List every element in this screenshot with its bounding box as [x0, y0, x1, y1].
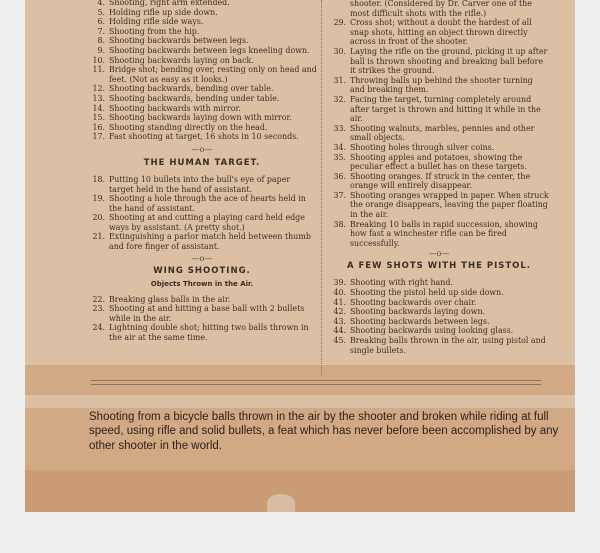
item-text: Shooting apples and potatoes, showing the peculiar effect a bullet has on these targets.	[350, 152, 527, 172]
item-text: Shooting backwards, bending under table.	[109, 93, 280, 103]
footer-text: Shooting from a bicycle balls thrown in the air by the shooter and broken while riding at full speed, using rifle and solid bullets, a feat which has never before been accomplished by any other shooter in the world.	[89, 411, 559, 452]
item-text: Shooting holes through silver coins.	[350, 142, 495, 152]
list-item	[87, 132, 317, 142]
paper-sheet	[25, 0, 575, 512]
list-item	[87, 84, 317, 94]
list-section	[87, 0, 317, 142]
item-text: Fast shooting at target, 16 shots in 10 seconds.	[109, 132, 299, 142]
list-item	[87, 213, 317, 232]
item-number: 11.	[92, 65, 105, 75]
right-column	[328, 0, 550, 355]
item-number: 7.	[97, 26, 105, 36]
item-number: 5.	[97, 7, 105, 17]
item-text: Facing the target, turning completely around after target is thrown and hitting it while in the air.	[350, 94, 541, 124]
item-number: 42.	[333, 307, 346, 317]
list-item	[87, 65, 317, 84]
divider-rule	[91, 384, 541, 385]
list-item	[87, 56, 317, 66]
item-number: 21.	[92, 232, 105, 242]
list-item	[87, 17, 317, 27]
list-section	[328, 278, 550, 355]
item-text: Shooting backwards between legs.	[109, 36, 249, 46]
item-text: Shooting the pistol held up side down.	[350, 288, 504, 298]
item-text: Shooting backwards laying down.	[350, 307, 486, 317]
item-text: Shooting oranges wrapped in paper. When struck the orange disappears, leaving the paper floating in the air.	[350, 190, 549, 220]
item-text: Shooting backwards using looking glass.	[350, 326, 514, 336]
list-item	[328, 307, 550, 317]
list-item	[328, 95, 550, 124]
list-item	[328, 326, 550, 336]
list-item	[328, 153, 550, 172]
item-number: 35.	[333, 152, 346, 162]
item-number: 17.	[92, 132, 105, 142]
left-column	[87, 0, 317, 343]
item-text: Shooting backwards between legs.	[350, 316, 490, 326]
list-item	[87, 94, 317, 104]
section-heading: THE HUMAN TARGET.	[143, 157, 261, 168]
item-number: 36.	[333, 171, 346, 181]
item-number: 44.	[333, 326, 346, 336]
list-item	[87, 304, 317, 323]
item-number: 6.	[97, 17, 105, 27]
list-item	[87, 123, 317, 133]
item-text: Breaking 10 balls in rapid succession, showing how fast a winchester rifle can be fired successfully.	[350, 219, 538, 248]
divider-rule	[91, 380, 541, 381]
item-text: Shooting backwards, bending over table.	[109, 84, 274, 94]
item-text: Cross shot; without a doubt the hardest of all snap shots, hitting an object thrown directly across in front of the shooter.	[350, 18, 532, 47]
item-text: Shooting standing directly on the head.	[109, 122, 268, 132]
ornament: —o—	[191, 144, 213, 154]
ornament: —o—	[428, 249, 450, 259]
list-item	[328, 288, 550, 298]
item-number: 38.	[333, 219, 346, 229]
list-item	[87, 104, 317, 114]
section-subheading: Objects Thrown in the Air.	[150, 279, 254, 288]
item-text: Breaking balls thrown in the air, using pistol and single bullets.	[350, 336, 546, 355]
item-number: 43.	[333, 316, 346, 326]
pin-hole	[267, 494, 295, 512]
list-item	[328, 191, 550, 220]
item-number: 39.	[333, 278, 346, 288]
item-number: 29.	[333, 18, 346, 28]
list-item	[87, 295, 317, 305]
item-number: 32.	[333, 94, 346, 104]
item-number	[328, 0, 350, 18]
list-item	[328, 220, 550, 249]
list-item	[328, 76, 550, 95]
item-text: Breaking glass balls in the air.	[109, 294, 231, 304]
item-text: Shooting walnuts, marbles, pennies and other small objects.	[350, 123, 535, 143]
item-text: Shooting backwards over chair.	[350, 297, 477, 307]
item-number: 33.	[333, 123, 346, 133]
item-number: 30.	[333, 46, 346, 56]
item-text: Shooting backwards between legs kneeling down.	[109, 45, 310, 55]
column-divider	[321, 0, 323, 376]
item-number: 34.	[333, 142, 346, 152]
item-text: Shooting backwards with mirror.	[109, 103, 241, 113]
list-item	[87, 194, 317, 213]
item-number: 8.	[97, 36, 105, 46]
list-item	[328, 336, 550, 355]
item-text: Shooting from the hip.	[109, 26, 200, 36]
list-section	[328, 0, 550, 248]
item-text: Shooting a hole through the ace of hearts held in the hand of assistant.	[109, 194, 306, 213]
list-item	[87, 0, 317, 8]
item-number: 10.	[92, 55, 105, 65]
item-text: Shooting backwards laying down with mirror.	[109, 113, 292, 123]
item-text: Putting 10 bullets into the bull's eye of paper target held in the hand of assistant.	[109, 174, 291, 194]
item-text: Shooting at and hitting a base ball with 2 bullets while in the air.	[109, 304, 305, 323]
list-item	[328, 0, 550, 18]
item-number: 9.	[97, 45, 105, 55]
item-number: 40.	[333, 288, 346, 298]
item-number: 24.	[92, 323, 105, 333]
item-number: 22.	[92, 294, 105, 304]
list-item	[87, 175, 317, 194]
item-text: shooter. (Considered by Dr. Carver one of the most difficult shots with the rifle.)	[350, 0, 532, 18]
item-number: 31.	[333, 75, 346, 85]
item-number: 37.	[333, 190, 346, 200]
list-item	[87, 36, 317, 46]
item-number: 18.	[92, 174, 105, 184]
item-text: Extinguishing a parlor match held between thumb and fore finger of assistant.	[109, 232, 311, 252]
section-heading: A FEW SHOTS WITH THE PISTOL.	[346, 261, 532, 272]
item-number: 23.	[92, 304, 105, 314]
list-item	[87, 46, 317, 56]
item-number: 12.	[92, 84, 105, 94]
item-number: 16.	[92, 122, 105, 132]
list-item	[328, 18, 550, 47]
item-text: Shooting oranges. If struck in the center, the orange will entirely disappear.	[350, 171, 531, 191]
list-item	[87, 323, 317, 342]
item-number: 15.	[92, 113, 105, 123]
item-number: 13.	[92, 93, 105, 103]
list-item	[87, 27, 317, 37]
ornament: —o—	[191, 253, 213, 263]
item-number: 4.	[97, 0, 105, 7]
item-text: Holding rifle side ways.	[109, 17, 204, 27]
item-text: Shooting at and cutting a playing card held edge ways by assistant. (A pretty shot.)	[109, 213, 305, 232]
item-number: 45.	[333, 336, 346, 345]
list-item	[328, 278, 550, 288]
section-heading: WING SHOOTING.	[153, 265, 251, 276]
list-item	[87, 8, 317, 18]
item-text: Bridge shot; bending over, resting only on head and feet. (Not as easy as it looks.)	[109, 65, 317, 84]
item-text: Throwing balls up behind the shooter turning and breaking them.	[350, 75, 533, 95]
list-item	[328, 124, 550, 143]
item-text: Shooting with right hand.	[350, 278, 453, 288]
item-text: Lightning double shot; hitting two balls thrown in the air at the same time.	[109, 323, 309, 343]
item-number: 14.	[92, 103, 105, 113]
item-text: Shooting, right arm extended.	[109, 0, 230, 7]
list-section	[87, 175, 317, 252]
item-number: 19.	[92, 194, 105, 204]
item-number: 41.	[333, 297, 346, 307]
list-section	[87, 295, 317, 343]
list-item	[87, 232, 317, 251]
tape-strip	[25, 470, 575, 512]
list-item	[328, 298, 550, 308]
list-item	[328, 172, 550, 191]
item-number: 20.	[92, 213, 105, 223]
item-text: Holding rifle up side down.	[109, 7, 218, 17]
list-item	[328, 143, 550, 153]
list-item	[328, 317, 550, 327]
item-text: Shooting backwards laying on back.	[109, 55, 254, 65]
list-item	[328, 47, 550, 76]
list-item	[87, 113, 317, 123]
item-text: Laying the rifle on the ground, picking it up after ball is thrown shooting and breaking ball before it strikes the ground.	[350, 46, 548, 76]
